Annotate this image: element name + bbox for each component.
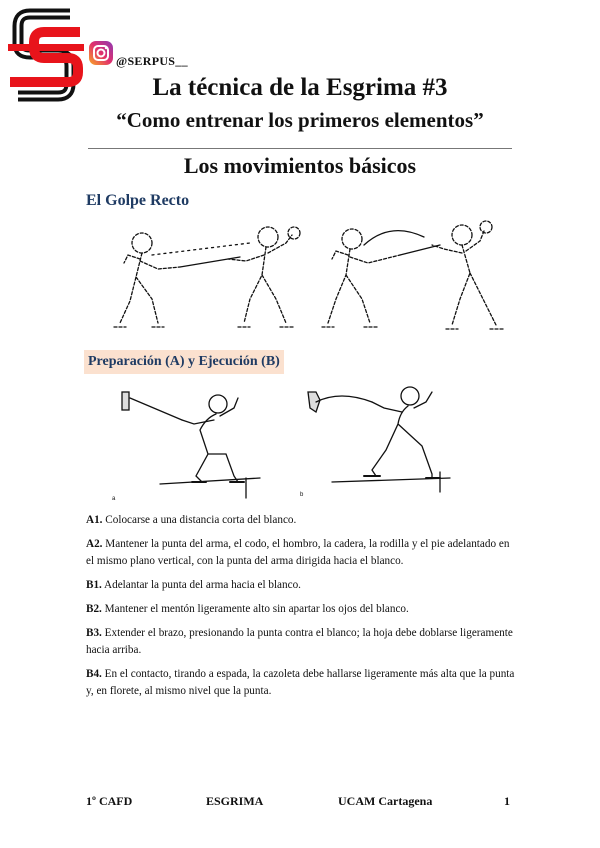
footer-subject: ESGRIMA — [206, 794, 264, 808]
fencer-left-1 — [114, 233, 180, 327]
step-text: En el contacto, tirando a espada, la cazoleta debe hallarse ligeramente más alta que la punta y, en florete, al mismo nivel que la punta. — [86, 668, 515, 697]
lunge-illustration — [110, 378, 470, 506]
steps-list — [86, 512, 516, 707]
step-b3 — [86, 625, 516, 659]
step-code: A1. — [86, 514, 103, 526]
footer-institution: UCAM Cartagena — [338, 794, 433, 808]
fencer-left-2 — [322, 229, 400, 327]
subsection-golpe-recto: El Golpe Recto — [86, 192, 190, 209]
fencer-right-1 — [228, 227, 300, 327]
page-title: La técnica de la Esgrima #3 — [152, 74, 448, 101]
step-text: Adelantar la punta del arma hacia el blanco. — [104, 579, 301, 591]
step-code: B3. — [86, 627, 102, 639]
instagram-icon — [88, 40, 114, 66]
fencers-illustration — [100, 215, 520, 345]
step-code: A2. — [86, 538, 103, 550]
step-code: B1. — [86, 579, 102, 591]
footer-course: 1º CAFD — [86, 794, 133, 808]
step-b2 — [86, 601, 516, 618]
page-subtitle: “Como entrenar los primeros elementos” — [116, 108, 484, 132]
fencer-right-2 — [432, 221, 504, 329]
step-text: Mantener el mentón ligeramente alto sin apartar los ojos del blanco. — [104, 603, 409, 615]
step-code: B2. — [86, 603, 102, 615]
instagram-handle: @SERPUS__ — [116, 54, 188, 68]
figure-label-b: b — [300, 492, 304, 498]
step-a1 — [86, 512, 516, 529]
step-a2 — [86, 536, 516, 570]
section-title: Los movimientos básicos — [183, 153, 417, 178]
divider — [88, 148, 512, 149]
figure-label-a: a — [112, 496, 116, 502]
step-text: Mantener la punta del arma, el codo, el hombro, la cadera, la rodilla y el pie adelantado en el mismo plano vertical, con la punta del arma dirigida hacia el blanco. — [86, 538, 510, 567]
step-b4 — [86, 666, 516, 700]
footer-page-number: 1 — [504, 794, 510, 808]
step-text: Extender el brazo, presionando la punta contra el blanco; la hoja debe doblarse ligeramente hacia arriba. — [86, 627, 513, 656]
step-text: Colocarse a una distancia corta del blanco. — [105, 514, 297, 526]
subsection-preparacion: Preparación (A) y Ejecución (B) — [84, 350, 284, 374]
fencer-preparation — [122, 392, 260, 498]
fencer-execution — [308, 387, 450, 492]
step-b1 — [86, 577, 516, 594]
step-code: B4. — [86, 668, 102, 680]
